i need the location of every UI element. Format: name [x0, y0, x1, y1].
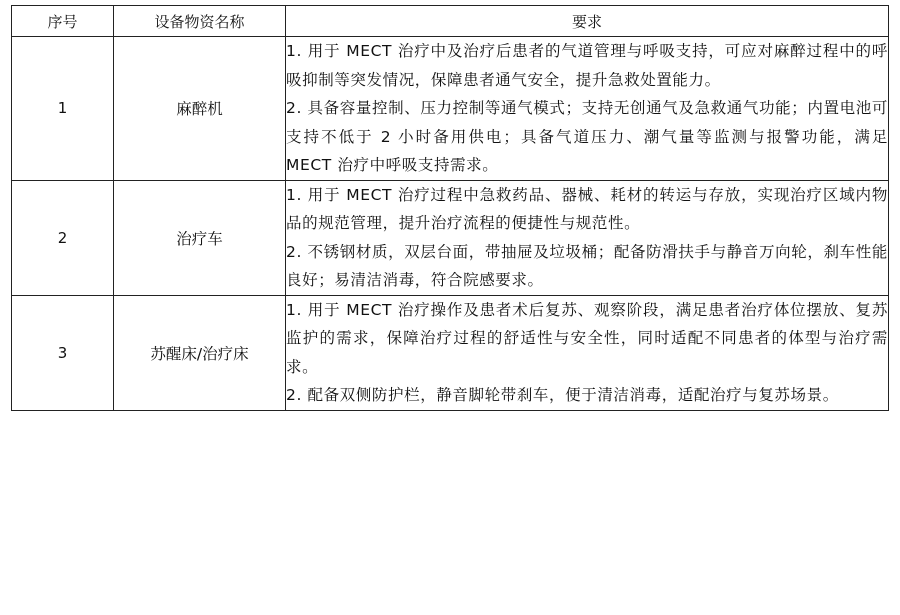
- requirement-item: 1. 用于 MECT 治疗中及治疗后患者的气道管理与呼吸支持，可应对麻醉过程中的呼吸抑制等突发情况，保障患者通气安全，提升急救处置能力。: [286, 42, 888, 89]
- row-equipment-name: 治疗车: [114, 180, 286, 295]
- row-serial-number: 3: [12, 295, 114, 410]
- requirement-item: 2. 具备容量控制、压力控制等通气模式；支持无创通气及急救通气功能；内置电池可支持不低于 2 小时备用供电；具备气道压力、潮气量等监测与报警功能，满足 MECT 治疗中呼吸支持需求。: [286, 99, 888, 174]
- table-row: [12, 180, 889, 295]
- row-requirements: [286, 37, 889, 181]
- header-equipment-name: 设备物资名称: [114, 6, 286, 37]
- requirement-item: 1. 用于 MECT 治疗操作及患者术后复苏、观察阶段，满足患者治疗体位摆放、复苏监护的需求，保障治疗过程的舒适性与安全性，同时适配不同患者的体型与治疗需求。: [286, 300, 888, 376]
- table-row: [12, 295, 889, 410]
- row-requirements: [286, 180, 889, 295]
- row-equipment-name: 苏醒床/治疗床: [114, 295, 286, 410]
- equipment-requirements-table: [11, 5, 889, 411]
- row-serial-number: 2: [12, 180, 114, 295]
- requirement-item: 1. 用于 MECT 治疗过程中急救药品、器械、耗材的转运与存放，实现治疗区域内物品的规范管理，提升治疗流程的便捷性与规范性。: [286, 185, 888, 232]
- header-serial-number: 序号: [12, 6, 114, 37]
- header-requirements: 要求: [286, 6, 889, 37]
- table-row: [12, 37, 889, 181]
- row-equipment-name: 麻醉机: [114, 37, 286, 181]
- requirement-item: 2. 配备双侧防护栏，静音脚轮带刹车，便于清洁消毒，适配治疗与复苏场景。: [286, 386, 839, 404]
- row-serial-number: 1: [12, 37, 114, 181]
- table-header-row: [12, 6, 889, 37]
- requirement-item: 2. 不锈钢材质，双层台面，带抽屉及垃圾桶；配备防滑扶手与静音万向轮，刹车性能良好；易清洁消毒，符合院感要求。: [286, 242, 888, 289]
- row-requirements: [286, 295, 889, 410]
